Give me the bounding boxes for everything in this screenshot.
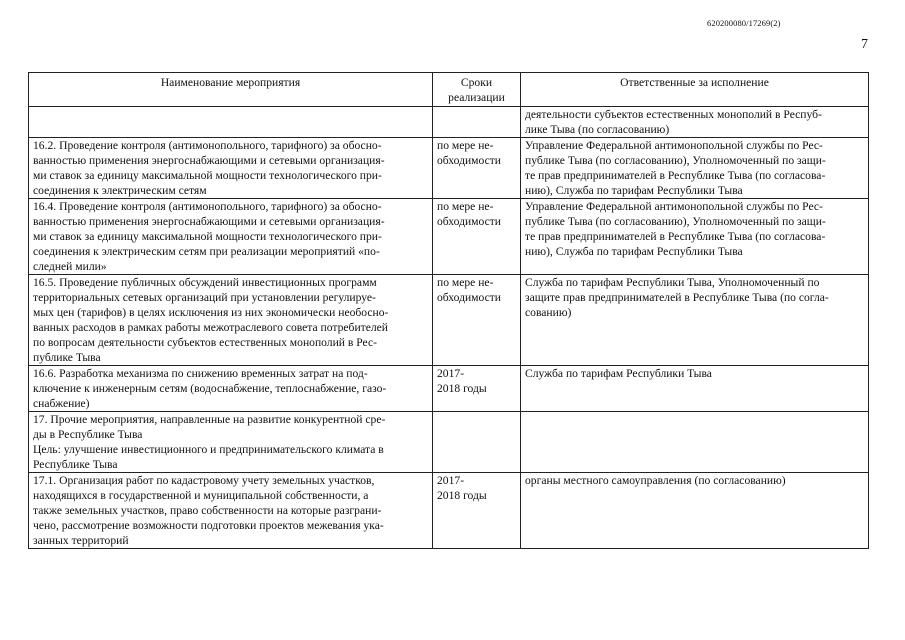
row-name-cell: 16.6. Разработка механизма по снижению временных затрат на под- ключение к инженерным сетям (водоснабжение, теплоснабжение, газо- снабжение) <box>29 366 433 412</box>
row-terms-cell: по мере не- обходимости <box>433 138 521 199</box>
document-id: 620200080/17269(2) <box>707 18 781 28</box>
row-name-cell <box>29 107 433 138</box>
row-responsible-cell: Служба по тарифам Республики Тыва <box>521 366 869 412</box>
row-name-cell: 16.5. Проведение публичных обсуждений инвестиционных программ территориальных сетевых организаций при установлении регулируе- мых цен (тарифов) в целях исключения из них экономически необосно- ванных расходов в рамках работы межотраслевого совета потребителей по вопросам деятельности субъектов естественных монополий в Рес- публике Тыва <box>29 275 433 366</box>
table-header-row <box>29 73 869 107</box>
table-row <box>29 275 869 366</box>
table-row <box>29 107 869 138</box>
row-name-cell: 16.4. Проведение контроля (антимонопольного, тарифного) за обосно- ванностью применения энергоснабжающими и сетевыми организация- ми ставок за единицу максимальной мощности технологического при- соединения к электрическим сетям при реализации мероприятий «по- следней мили» <box>29 199 433 275</box>
row-name-cell: 17. Прочие мероприятия, направленные на развитие конкурентной сре- ды в Республике Тыва Цель: улучшение инвестиционного и предпринимательского климата в Республике Тыва <box>29 412 433 473</box>
measures-table <box>28 72 869 549</box>
row-terms-cell <box>433 412 521 473</box>
row-terms-cell: по мере не- обходимости <box>433 275 521 366</box>
table-row <box>29 473 869 549</box>
row-responsible-cell: органы местного самоуправления (по согласованию) <box>521 473 869 549</box>
row-responsible-cell <box>521 412 869 473</box>
page-number: 7 <box>861 37 868 52</box>
row-responsible-cell: Управление Федеральной антимонопольной службы по Рес- публике Тыва (по согласованию), Уполномоченный по защи- те прав предпринимателей в Республике Тыва (по согласова- нию), Служба по тарифам Республики Тыва <box>521 199 869 275</box>
column-header-responsible: Ответственные за исполнение <box>521 73 869 107</box>
row-terms-cell: 2017- 2018 годы <box>433 473 521 549</box>
table-row <box>29 138 869 199</box>
row-responsible-cell: Управление Федеральной антимонопольной службы по Рес- публике Тыва (по согласованию), Уполномоченный по защи- те прав предпринимателей в Республике Тыва (по согласова- нию), Служба по тарифам Республики Тыва <box>521 138 869 199</box>
table-row <box>29 412 869 473</box>
table-row <box>29 366 869 412</box>
row-responsible-cell: Служба по тарифам Республики Тыва, Уполномоченный по защите прав предпринимателей в Республике Тыва (по согла- сованию) <box>521 275 869 366</box>
row-name-cell: 16.2. Проведение контроля (антимонопольного, тарифного) за обосно- ванностью применения энергоснабжающими и сетевыми организация- ми ставок за единицу максимальной мощности технологического при- соединения к электрическим сетям <box>29 138 433 199</box>
row-responsible-cell: деятельности субъектов естественных монополий в Респуб- лике Тыва (по согласованию) <box>521 107 869 138</box>
column-header-name: Наименование мероприятия <box>29 73 433 107</box>
row-name-cell: 17.1. Организация работ по кадастровому учету земельных участков, находящихся в государственной и муниципальной собственности, а также земельных участков, право собственности на которые разграни- чено, рассмотрение возможности подготовки проектов межевания ука- занных территорий <box>29 473 433 549</box>
row-terms-cell <box>433 107 521 138</box>
row-terms-cell: 2017- 2018 годы <box>433 366 521 412</box>
column-header-terms: Сроки реализации <box>433 73 521 107</box>
row-terms-cell: по мере не- обходимости <box>433 199 521 275</box>
table-row <box>29 199 869 275</box>
